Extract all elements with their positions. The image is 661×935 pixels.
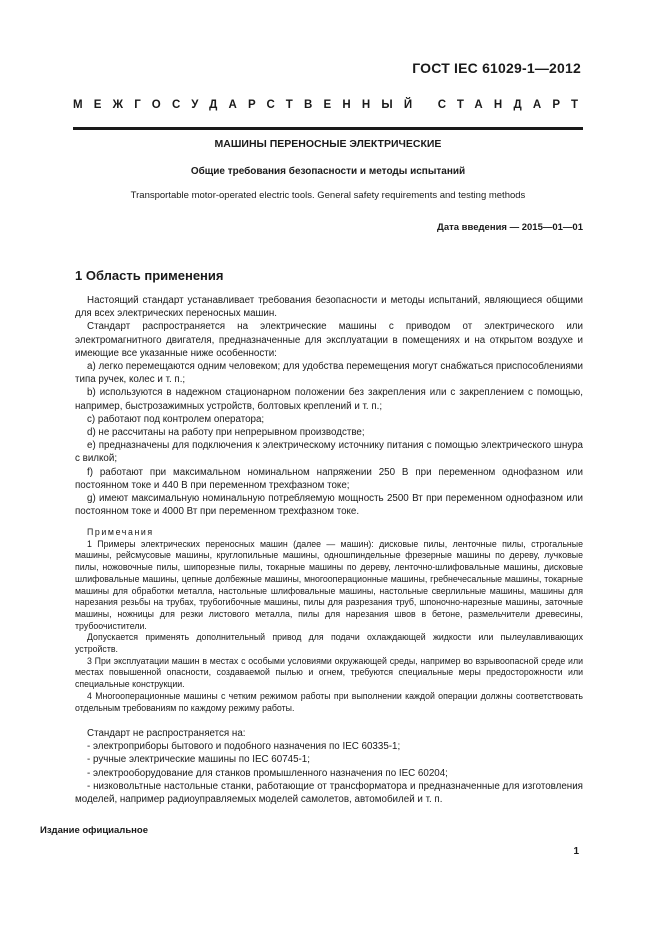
header-rule bbox=[73, 127, 583, 130]
notes-block bbox=[75, 527, 583, 714]
section-heading: 1 Область применения bbox=[75, 268, 224, 283]
list-item: f) работают при максимальном номинальном напряжении 250 В при переменном однофазном или постоянном токе и 440 В при переменном трехфазном токе; bbox=[75, 466, 583, 491]
list-item: g) имеют максимальную номинальную потребляемую мощность 2500 Вт при переменном однофазном или постоянном токе и 4000 Вт при переменном трехфазном токе. bbox=[75, 493, 583, 518]
edition-label: Издание официальное bbox=[40, 825, 148, 836]
exclusion-item: - электрооборудование для станков промышленного назначения по IEC 60204; bbox=[87, 767, 448, 779]
scope-text bbox=[75, 294, 583, 518]
exclusions-block bbox=[75, 727, 583, 806]
notes-heading: Примечания bbox=[87, 527, 154, 537]
paragraph: Настоящий стандарт устанавливает требования безопасности и методы испытаний, являющиеся общими для всех электрических переносных машин. bbox=[75, 295, 583, 320]
exclusions-intro: Стандарт не распространяется на: bbox=[87, 728, 246, 739]
list-item: е) предназначены для подключения к электрическому источнику питания с помощью электрического шнура с вилкой; bbox=[75, 440, 583, 465]
page-number: 1 bbox=[573, 846, 579, 857]
exclusion-item: - ручные электрические машины по IEC 60745-1; bbox=[87, 754, 310, 766]
list-item: b) используются в надежном стационарном положении без закрепления или с закреплением с помощью, например, быстрозажимных устройств, болтовых креплений и т. п.; bbox=[75, 387, 583, 412]
document-title: МАШИНЫ ПЕРЕНОСНЫЕ ЭЛЕКТРИЧЕСКИЕ bbox=[214, 138, 442, 150]
exclusion-item: - электроприборы бытового и подобного назначения по IEC 60335-1; bbox=[87, 741, 401, 753]
note: 4 Многооперационные машины с четким режимом работы при выполнении каждой операции должны соответствовать отдельным требованиям по каждому режиму работы. bbox=[75, 690, 583, 713]
list-item: а) легко перемещаются одним человеком; для удобства перемещения могут снабжаться приспособлениями типа ручек, колес и т. п.; bbox=[75, 361, 583, 386]
document-subtitle: Общие требования безопасности и методы испытаний bbox=[190, 166, 466, 177]
english-title: Transportable motor-operated electric tools. General safety requirements and testing methods bbox=[130, 190, 526, 201]
standard-number: ГОСТ IEC 61029-1—2012 bbox=[412, 60, 581, 76]
paragraph: Стандарт распространяется на электрические машины с приводом от электрического или электромагнитного двигателя, предназначенные для эксплуатации в помещениях и на открытом воздухе и имеющие все указанные ниже особенности: bbox=[75, 321, 583, 359]
introduction-date: Дата введения — 2015—01—01 bbox=[437, 222, 583, 233]
note: 1 Примеры электрических переносных машин (далее — машин): дисковые пилы, ленточные пилы, строгальные машины, рейсмусовые машины, круглопильные машины, одношпиндельные фрезерные машины по дереву, лучковые пилы, ножовочные пилы, шипорезные пилы, токарные машины по дереву, ленточно-шлифовальные машины, дисковые шлифовальные машины, цепные долбежные машины, многооперационные машины, гребнечесальные машины, токарные машины для обработки металла, настольные шлифовальные машины, настольные сверлильные машины, машины для нарезания резьбы на трубах, трубогибочные машины, пилы для разрезания труб, шпоночно-нарезные машины, заточные машины, ножницы для резки листового металла, пилы для нарезания швов в бетоне, размельчители древесины, трубоочистители. bbox=[75, 538, 583, 631]
list-item: d) не рассчитаны на работу при непрерывном производстве; bbox=[87, 427, 365, 439]
note: 3 При эксплуатации машин в местах с особыми условиями окружающей среды, например во взрывоопасной среде или местах повышенной опасности, создаваемой пылью и огнем, требуются специальные меры предосторожности или специальные конструкции. bbox=[75, 655, 583, 690]
exclusion-item: - низковольтные настольные станки, работающие от трансформатора и предназначенные для изготовления моделей, например радиоуправляемых моделей самолетов, автомобилей и т. п. bbox=[75, 780, 583, 806]
list-item: c) работают под контролем оператора; bbox=[87, 413, 265, 425]
standard-type: МЕЖГОСУДАРСТВЕННЫЙ СТАНДАРТ bbox=[73, 99, 590, 111]
note: Допускается применять дополнительный привод для подачи охлаждающей жидкости или пылеулавливающих устройств. bbox=[75, 632, 583, 655]
